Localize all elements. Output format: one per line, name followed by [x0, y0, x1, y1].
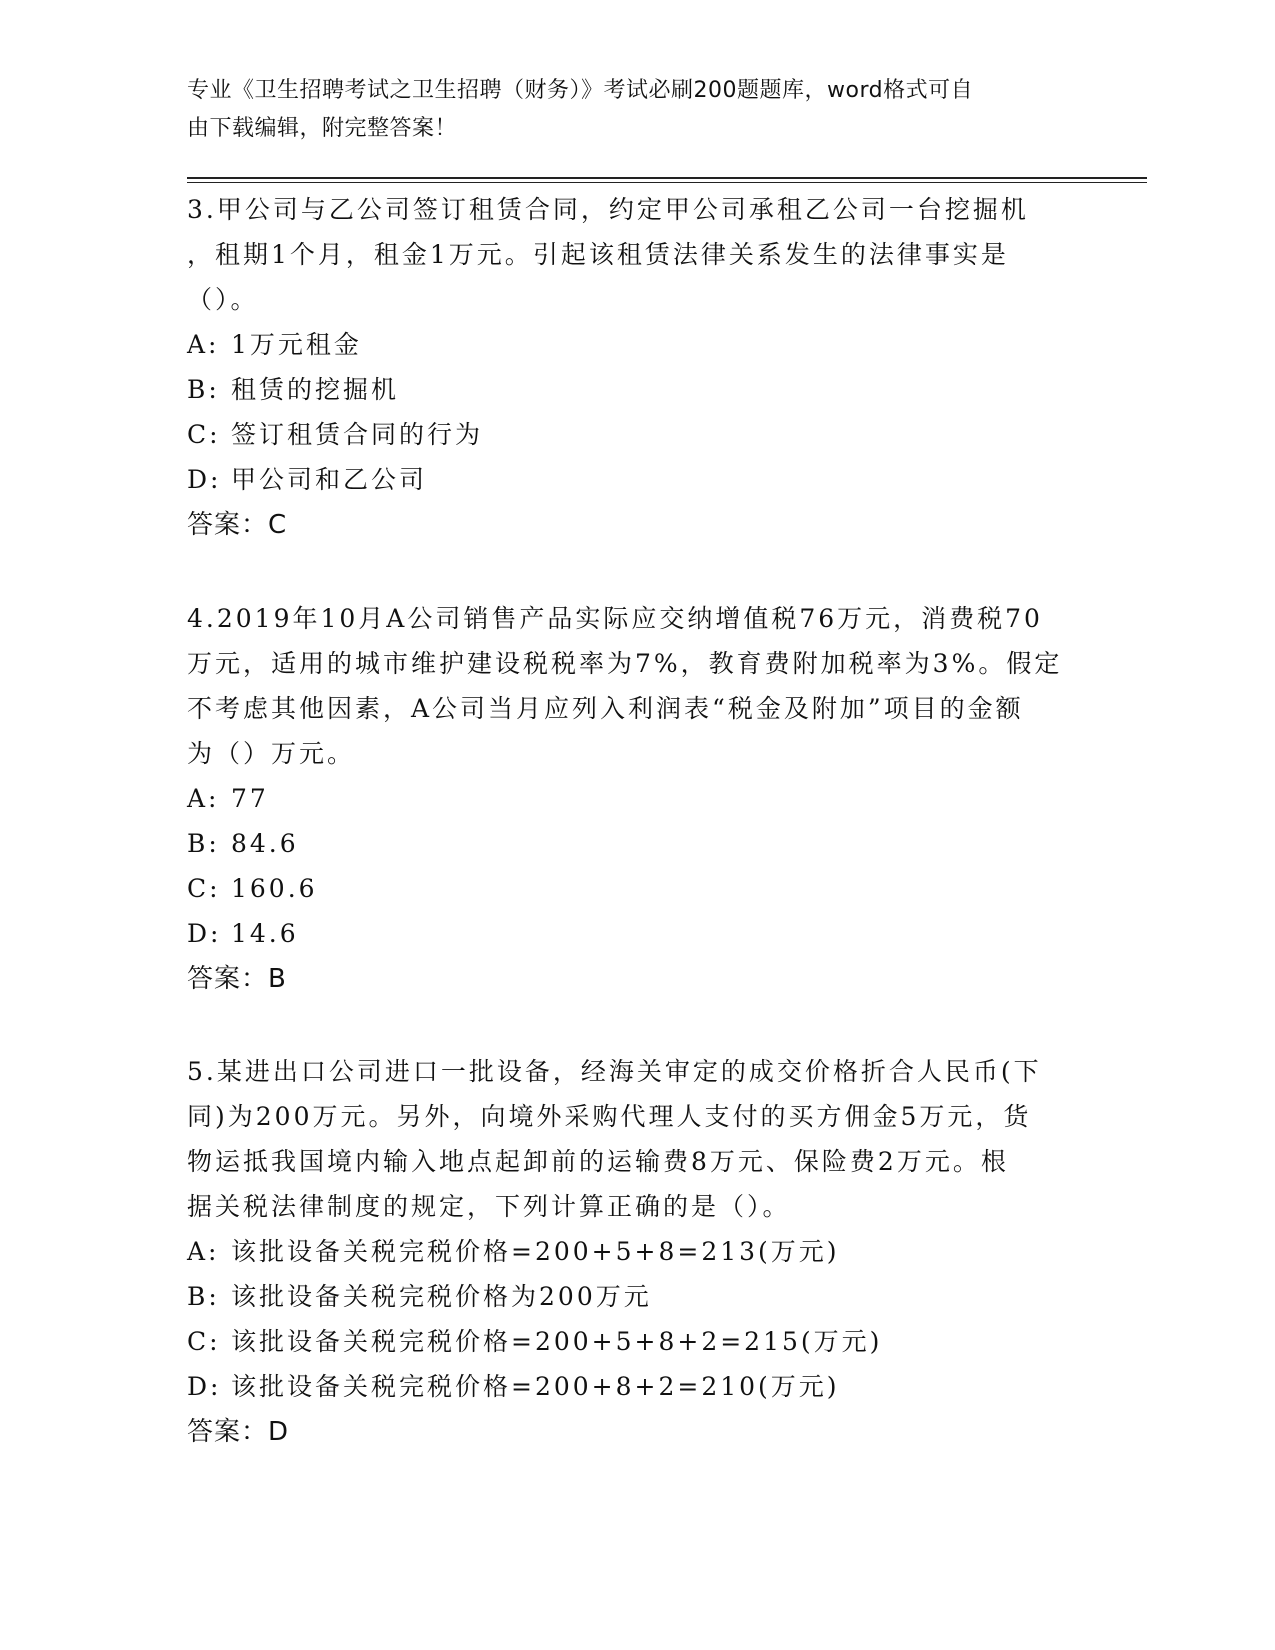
option-key: D: [187, 919, 222, 948]
answer-label: 答案：C [187, 510, 288, 540]
question-stem [187, 596, 1087, 776]
option-b [187, 1274, 1087, 1319]
stem-line: 不考虑其他因素，A公司当月应列入利润表“税金及附加”项目的金额 [187, 694, 1024, 723]
option-key: C: [187, 420, 221, 449]
option-c [187, 866, 1087, 911]
option-text: 签订租赁合同的行为 [231, 420, 484, 449]
answer-label: 答案：D [187, 1417, 290, 1447]
option-c [187, 412, 1087, 457]
option-key: A: [187, 1237, 220, 1266]
option-text: 160.6 [231, 874, 318, 903]
header-divider-thick [187, 177, 1147, 179]
option-text: 84.6 [231, 829, 299, 858]
option-text: 77 [231, 784, 269, 813]
option-a [187, 1229, 1087, 1274]
option-text: 该批设备关税完税价格=200+5+8=213(万元) [231, 1237, 840, 1266]
document-header [187, 72, 1067, 148]
question-5 [187, 1049, 1087, 1455]
option-text: 1万元租金 [231, 330, 362, 359]
option-a [187, 776, 1087, 821]
option-c [187, 1319, 1087, 1364]
option-d [187, 1364, 1087, 1409]
option-text: 甲公司和乙公司 [231, 465, 428, 494]
question-stem [187, 1049, 1087, 1229]
option-d [187, 911, 1087, 956]
option-text: 该批设备关税完税价格=200+5+8+2=215(万元) [231, 1327, 883, 1356]
option-key: C: [187, 1327, 221, 1356]
question-3 [187, 187, 1087, 548]
option-key: B: [187, 375, 220, 404]
header-divider-thin [187, 182, 1147, 183]
answer-label: 答案：B [187, 964, 287, 994]
stem-line: ，租期1个月，租金1万元。引起该租赁法律关系发生的法律事实是 [187, 240, 1009, 269]
option-b [187, 821, 1087, 866]
question-4 [187, 596, 1087, 1002]
option-text: 租赁的挖掘机 [231, 375, 400, 404]
option-key: A: [187, 784, 220, 813]
option-text: 该批设备关税完税价格为200万元 [231, 1282, 652, 1311]
option-a [187, 322, 1087, 367]
option-key: B: [187, 1282, 220, 1311]
option-d [187, 457, 1087, 502]
header-line-1: 专业《卫生招聘考试之卫生招聘（财务）》考试必刷200题题库，word格式可自 [187, 78, 974, 103]
stem-line: 万元，适用的城市维护建设税税率为7%，教育费附加税率为3%。假定 [187, 649, 1063, 678]
option-b [187, 367, 1087, 412]
stem-line: 4.2019年10月A公司销售产品实际应交纳增值税76万元，消费税70 [187, 604, 1043, 633]
header-line-2: 由下载编辑，附完整答案！ [187, 116, 458, 141]
option-text: 该批设备关税完税价格=200+8+2=210(万元) [231, 1372, 840, 1401]
stem-line: 为（）万元。 [187, 739, 356, 768]
stem-line: 同)为200万元。另外，向境外采购代理人支付的买方佣金5万元，货 [187, 1102, 1032, 1131]
option-key: D: [187, 465, 222, 494]
stem-line: （）。 [187, 285, 259, 314]
option-key: B: [187, 829, 220, 858]
option-key: A: [187, 330, 220, 359]
option-text: 14.6 [231, 919, 299, 948]
question-stem [187, 187, 1087, 322]
stem-line: 5.某进出口公司进口一批设备，经海关审定的成交价格折合人民币(下 [187, 1057, 1042, 1086]
option-key: C: [187, 874, 221, 903]
stem-line: 据关税法律制度的规定，下列计算正确的是（）。 [187, 1192, 791, 1221]
stem-line: 3.甲公司与乙公司签订租赁合同，约定甲公司承租乙公司一台挖掘机 [187, 195, 1029, 224]
option-key: D: [187, 1372, 222, 1401]
stem-line: 物运抵我国境内输入地点起卸前的运输费8万元、保险费2万元。根 [187, 1147, 1009, 1176]
